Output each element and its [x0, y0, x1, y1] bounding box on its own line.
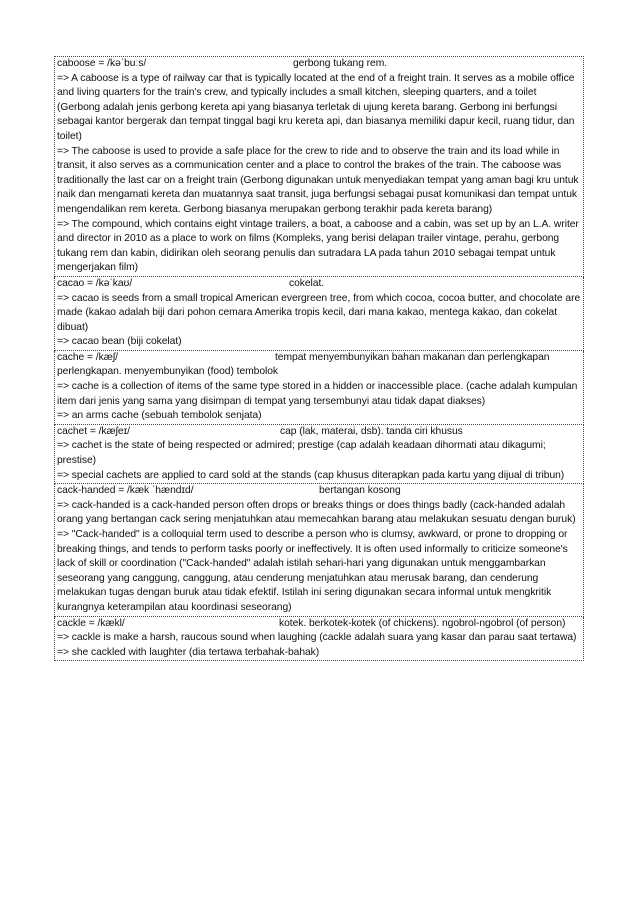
- entry-cacao: [54, 277, 584, 351]
- example-line: => "Cack-handed" is a colloquial term used to describe a person who is clumsy, awkward, or prone to dropping or breaking things, and tends to perform tasks poorly or ineffectively. It is often used informally to criticize someone's lack of skill or coordination ("Cack-handed" adalah istilah sehari-hari yang digunakan untuk menggambarkan seseorang yang canggung, canggung, atau cenderung menjatuhkan atau merusak barang, dan cenderung melakukan tugas dengan buruk atau tidak efektif. Istilah ini sering digunakan secara informal untuk mengkritik kurangnya keterampilan atau koordinasi seseorang): [57, 529, 568, 613]
- entry-cachet: [54, 425, 584, 484]
- translation: bertangan kosong: [319, 485, 401, 497]
- headword: cackle = /kækl/: [57, 617, 125, 629]
- entry-header: [57, 484, 581, 499]
- example-line: => cacao is seeds from a small tropical American evergreen tree, from which cocoa, cocoa butter, and chocolate are made (kakao adalah biji dari pohon cemara Amerika tropis kecil, dari mana kakao, mentega kakao, dan cokelat dibuat): [57, 292, 581, 333]
- example-line: => A caboose is a type of railway car that is typically located at the end of a freight train. It serves as a mobile office and living quarters for the train's crew, and typically includes a small kitchen, sleeping quarters, and a toilet (Gerbong adalah jenis gerbong kereta api yang biasanya terletak di ujung kereta barang. Gerbong ini berfungsi sebagai kantor bergerak dan tempat tinggal bagi kru kereta api, dan biasanya memiliki dapur kecil, ruang tidur, dan toilet): [57, 72, 575, 142]
- headword: cachet = /kæʃeɪ/: [57, 425, 130, 437]
- headword: cack-handed = /kæk ˈhændɪd/: [57, 485, 194, 497]
- translation: gerbong tukang rem.: [293, 58, 388, 69]
- entry-header: [57, 57, 581, 72]
- translation: cokelat.: [289, 277, 325, 289]
- translation: tempat menyembunyikan bahan makanan dan perlengkapan perlengkapan. menyembunyikan (food) tembolok: [57, 351, 550, 378]
- entry-header: [57, 617, 581, 632]
- example-line: => cacao bean (biji cokelat): [57, 336, 182, 348]
- example-line: => cackle is make a harsh, raucous sound when laughing (cackle adalah suara yang kasar dan parau saat tertawa): [57, 632, 577, 644]
- example-line: => an arms cache (sebuah tembolok senjata): [57, 410, 262, 422]
- example-line: => she cackled with laughter (dia tertawa terbahak-bahak): [57, 646, 320, 658]
- headword: cache = /kæʃ/: [57, 351, 118, 363]
- entry-cack-handed: [54, 484, 584, 616]
- dictionary-page: [54, 56, 584, 661]
- example-line: => The compound, which contains eight vintage trailers, a boat, a caboose and a cabin, was set up by an L.A. writer and director in 2010 as a place to work on films (Kompleks, yang berisi delapan trailer vintage, perahu, gerbong tukang rem dan kabin, didirikan oleh seorang penulis dan sutradara LA pada tahun 2010 sebagai tempat untuk mengerjakan film): [57, 218, 579, 274]
- example-line: => special cachets are applied to card sold at the stands (cap khusus diterapkan pada kartu yang dijual di tribun): [57, 469, 565, 481]
- entry-header: [57, 351, 581, 380]
- entry-cackle: [54, 617, 584, 662]
- entry-header: [57, 277, 581, 292]
- entry-header: [57, 425, 581, 440]
- headword: caboose = /kəˈbuːs/: [57, 58, 147, 69]
- translation: cap (lak, materai, dsb). tanda ciri khusus: [280, 425, 463, 437]
- translation: kotek. berkotek-kotek (of chickens). ngobrol-ngobrol (of person): [279, 617, 566, 629]
- example-line: => The caboose is used to provide a safe place for the crew to ride and to observe the train and its load while in transit, it also serves as a communication center and a place to control the brakes of the train. The caboose was traditionally the last car on a freight train (Gerbong digunakan untuk menyediakan tempat yang aman bagi kru untuk naik dan mengamati kereta dan muatannya saat transit, juga berfungsi sebagai pusat komunikasi dan tempat untuk mengendalikan rem kereta. Gerbong biasanya merupakan gerbong terakhir pada kereta barang): [57, 145, 579, 215]
- example-line: => cache is a collection of items of the same type stored in a hidden or inaccessible place. (cache adalah kumpulan item dari jenis yang sama yang disimpan di tempat yang tersembunyi atau tidak dapat diakses): [57, 381, 578, 407]
- headword: cacao = /kəˈkaʊ/: [57, 277, 133, 289]
- entry-caboose: [54, 56, 584, 277]
- entry-cache: [54, 351, 584, 425]
- example-line: => cachet is the state of being respected or admired; prestige (cap adalah keadaan dihormati atau dikagumi; prestise): [57, 440, 546, 467]
- example-line: => cack-handed is a cack-handed person often drops or breaks things or does things badly (cack-handed adalah orang yang bertangan cack sering menjatuhkan atau memecahkan barang atau melakukan sesuatu dengan buruk): [57, 499, 576, 526]
